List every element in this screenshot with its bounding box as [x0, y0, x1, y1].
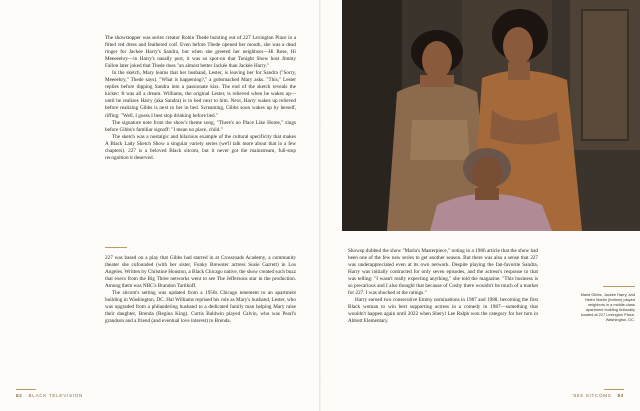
left-column-top: [105, 35, 296, 162]
paragraph: Showsp dubbed the show "Marla's Masterpiece," noting in a 1986 article that the show had been one of the few new series to get another season. But there was also a sense that 227 was underappreciated even at its own network. Despite playing the fan-favorite Sandra, Harry was initially contracted for only seven episodes, and the actress's response to that was telling: "I wasn't really expecting anything," she told the magazine. "This business is so precarious and I also thought that because of Cosby there wouldn't be much of a market for 227. I was shocked at the ratings.": [348, 248, 538, 297]
paragraph: The signature note from the show's theme song, "There's no Place Like Home," zings before Gibbs's familiar signoff: "I mean no place, child.": [105, 119, 296, 133]
cast-photo: [342, 0, 640, 231]
section-divider: [105, 247, 127, 248]
left-footer: [16, 393, 83, 398]
paragraph: The sketch was a nostalgic and hilarious example of the cultural specificity that makes A Black Lady Sketch Show a singular variety series (we'll talk more about that in a few chapters). 227 is a beloved Black sitcom, but it never got the mainstream, full-stop recognition it deserved.: [105, 133, 296, 161]
photo-icon: [342, 0, 640, 231]
right-column: [348, 248, 538, 326]
right-footer: [572, 393, 624, 398]
paragraph: The sitcom's setting was updated from a 1950s Chicago tenement to an apartment building in Washington, DC. Hal Williams reprised his role as Mary's husband, Lester, who was upgraded from a philandering husband to a dedicated family man helping Mary raise their daughter, Brenda (Regina King). Curtis Baldwin played Calvin, who was Pearl's grandson and a friend (and eventual love interest) to Brenda.: [105, 290, 296, 325]
footer-rule: [16, 389, 36, 390]
left-column-bottom: [105, 255, 296, 325]
paragraph: In the sketch, Mary learns that her husband, Lester, is leaving her for Sandra ("Sorry, Meeeehry," Thede says). "What is happening?," a gobsmacked Mary asks. "This," Lester replies before dipping Sandra into a passionate kiss. The end of the sketch reveals the kicker: It was all a dream. Williams, the original Lester, is relieved when he wakes up—until he realizes Harry (aka Sandra) is in bed next to him. Next, Harry wakes up relieved before realizing Gibbs is next to her in bed. Screaming, Gibbs soon wakes up by herself, riffing: "Well, I guess I best stop drinking before bed.": [105, 70, 296, 119]
running-head: BLACK TELEVISION: [28, 393, 83, 398]
footer-rule: [604, 389, 624, 390]
caption-rule: [603, 286, 635, 287]
running-head: '80S SITCOMS: [571, 393, 612, 398]
page-number: 82: [16, 393, 23, 398]
paragraph: 227 was based on a play that Gibbs had starred in at Crossroads Academy, a community theater she cofounded (with her sister, Funky Brewster actress Susie Garrett) in Los Angeles. Written by Christine Houston, a Black Chicago native, the show created such buzz that execs from the Big Three networks went to see The Jeffersons star in the production. Among them was NBC's Brandon Tartikoff.: [105, 255, 297, 290]
paragraph: Harry earned two consecutive Emmy nominations in 1987 and 1988, becoming the first Black woman to win best supporting actress in a comedy in 1987—something that wouldn't happen again until 2022 when Sheryl Lee Ralph won the category for her turn in Abbott Elementary.: [348, 297, 538, 325]
photo-caption: Marla Gibbs, Jackée Harry, and Helen Martin (bottom) played neighbors in a middle-class apartment building fictionally located at 227 Lexington Place, Washington, DC.: [580, 292, 635, 323]
paragraph: The showstopper was series creator Robin Thede bursting out of 227 Lexington Place in a fitted red dress and feathered coif. Even before Thede opened her mouth, she was a dead ringer for Jackée Harry's Sandra, but when she greeted her neighbors—Hi Rose, Hi Meeeeehry—in Harry's nasally purr, it was so spot-on that Tonight Show host Jimmy Fallon later joked that Thede does "an almost better Jackée than Jackée Harry.": [105, 35, 296, 70]
right-page: [320, 0, 640, 411]
page-number: 83: [617, 393, 624, 398]
